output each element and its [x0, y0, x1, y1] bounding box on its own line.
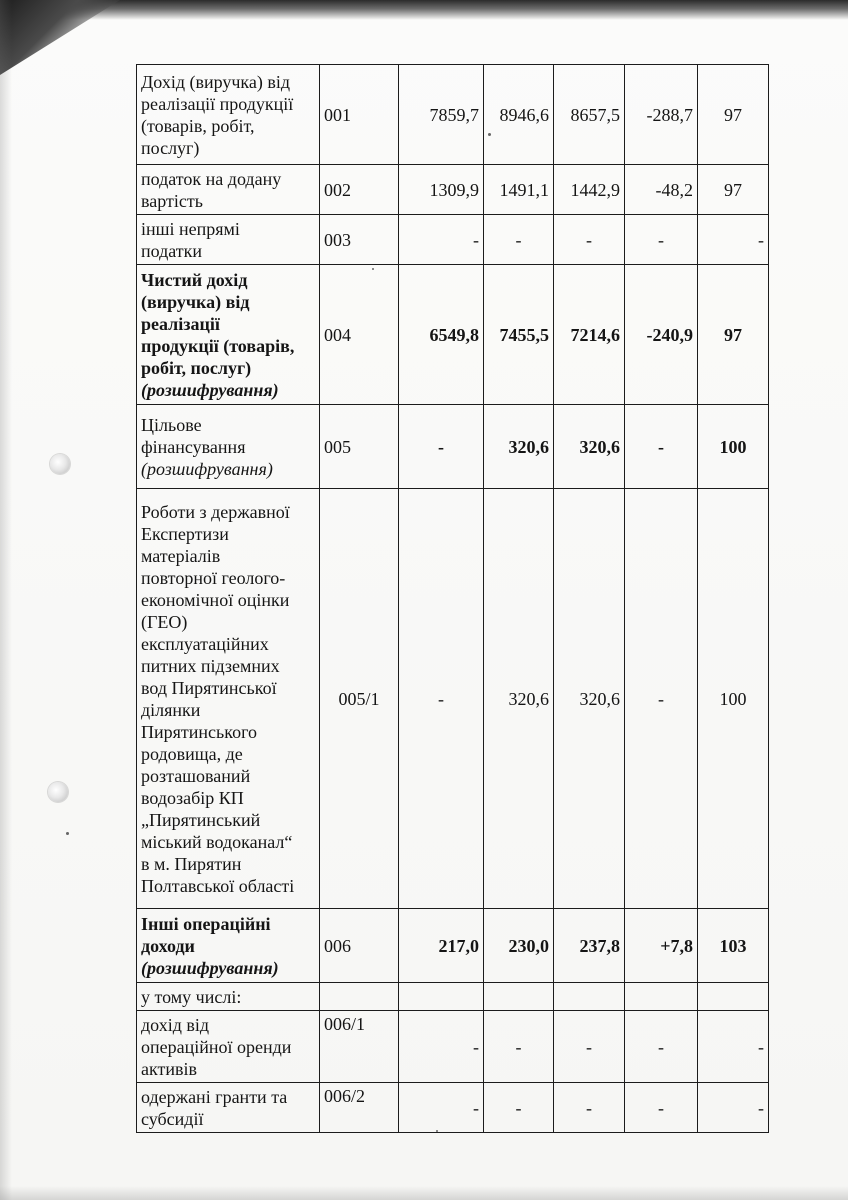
row-code: 003	[320, 215, 399, 265]
cell-value-4: -	[625, 1083, 698, 1133]
cell-value-3: -	[554, 1083, 625, 1133]
table-row	[137, 215, 769, 265]
scan-top-shadow	[0, 0, 848, 20]
cell-value-2: 320,6	[484, 405, 554, 489]
income-table	[136, 64, 769, 1133]
table-row	[137, 265, 769, 405]
row-code: 006	[320, 909, 399, 983]
cell-value-2: 320,6	[484, 489, 554, 909]
cell-value-3: -	[554, 1011, 625, 1083]
cell-value-3: 320,6	[554, 489, 625, 909]
cell-value-1: -	[399, 215, 484, 265]
cell-value-4: -48,2	[625, 165, 698, 215]
cell-value-4: -	[625, 215, 698, 265]
scan-folded-corner	[0, 0, 120, 75]
row-code: 006/2	[320, 1083, 399, 1133]
cell-percent: 97	[698, 265, 769, 405]
table-row	[137, 983, 769, 1011]
table-row	[137, 909, 769, 983]
cell-value-4: -288,7	[625, 65, 698, 165]
cell-percent: 97	[698, 65, 769, 165]
row-code	[320, 983, 399, 1011]
scan-bottom-edge	[0, 1186, 848, 1200]
table-row	[137, 489, 769, 909]
cell-value-1: 1309,9	[399, 165, 484, 215]
table-row	[137, 405, 769, 489]
row-label: інші непрямі податки	[137, 215, 320, 265]
row-code: 001	[320, 65, 399, 165]
cell-value-1: -	[399, 405, 484, 489]
cell-value-1: 6549,8	[399, 265, 484, 405]
table-row	[137, 1083, 769, 1133]
row-code: 005/1	[320, 489, 399, 909]
row-label: дохід від операційної оренди активів	[137, 1011, 320, 1083]
cell-value-1: -	[399, 489, 484, 909]
cell-value-2: 1491,1	[484, 165, 554, 215]
cell-value-3: 8657,5	[554, 65, 625, 165]
cell-value-4: -	[625, 405, 698, 489]
cell-value-1: 7859,7	[399, 65, 484, 165]
row-label: у тому числі:	[137, 983, 320, 1011]
cell-value-4: -	[625, 1011, 698, 1083]
cell-percent: 97	[698, 165, 769, 215]
cell-value-1: -	[399, 1011, 484, 1083]
cell-value-2: 8946,6	[484, 65, 554, 165]
cell-value-4: -	[625, 489, 698, 909]
cell-value-2: 230,0	[484, 909, 554, 983]
cell-value-2: -	[484, 215, 554, 265]
row-code: 006/1	[320, 1011, 399, 1083]
cell-value-1: -	[399, 1083, 484, 1133]
cell-value-4: -240,9	[625, 265, 698, 405]
row-label: Дохід (виручка) від реалізації продукції (товарів, робіт, послуг)	[137, 65, 320, 165]
scan-left-edge	[0, 0, 12, 1200]
cell-percent: 103	[698, 909, 769, 983]
cell-percent: 100	[698, 405, 769, 489]
cell-value-3: 320,6	[554, 405, 625, 489]
cell-value-3: -	[554, 215, 625, 265]
row-label: податок на додану вартість	[137, 165, 320, 215]
cell-percent: -	[698, 1011, 769, 1083]
cell-value-3: 237,8	[554, 909, 625, 983]
row-label: Чистий дохід (виручка) від реалізації продукції (товарів, робіт, послуг) (розшифрування)	[137, 265, 320, 405]
cell-value-1	[399, 983, 484, 1011]
cell-value-4	[625, 983, 698, 1011]
cell-value-3: 1442,9	[554, 165, 625, 215]
punch-hole-top	[50, 454, 70, 474]
row-code: 004	[320, 265, 399, 405]
cell-value-1: 217,0	[399, 909, 484, 983]
row-label: Інші операційні доходи (розшифрування)	[137, 909, 320, 983]
table-row	[137, 165, 769, 215]
cell-value-2	[484, 983, 554, 1011]
row-label: одержані гранти та субсидії	[137, 1083, 320, 1133]
row-label: Роботи з державної Експертизи матеріалів повторної геолого- економічної оцінки (ГЕО) експлуатаційних питних підземних вод Пирятинської ділянки Пирятинського родовища, де розташований водозабір КП „Пирятинський міський водоканал“ в м. Пирятин Полтавської області	[137, 489, 320, 909]
table-row	[137, 65, 769, 165]
cell-percent: -	[698, 215, 769, 265]
cell-percent: 100	[698, 489, 769, 909]
cell-value-4: +7,8	[625, 909, 698, 983]
cell-value-3: 7214,6	[554, 265, 625, 405]
row-code: 005	[320, 405, 399, 489]
cell-value-3	[554, 983, 625, 1011]
punch-hole-bottom	[48, 782, 68, 802]
cell-value-2: 7455,5	[484, 265, 554, 405]
row-code: 002	[320, 165, 399, 215]
cell-value-2: -	[484, 1083, 554, 1133]
cell-percent: -	[698, 1083, 769, 1133]
table-row	[137, 1011, 769, 1083]
cell-percent	[698, 983, 769, 1011]
cell-value-2: -	[484, 1011, 554, 1083]
row-label: Цільове фінансування (розшифрування)	[137, 405, 320, 489]
